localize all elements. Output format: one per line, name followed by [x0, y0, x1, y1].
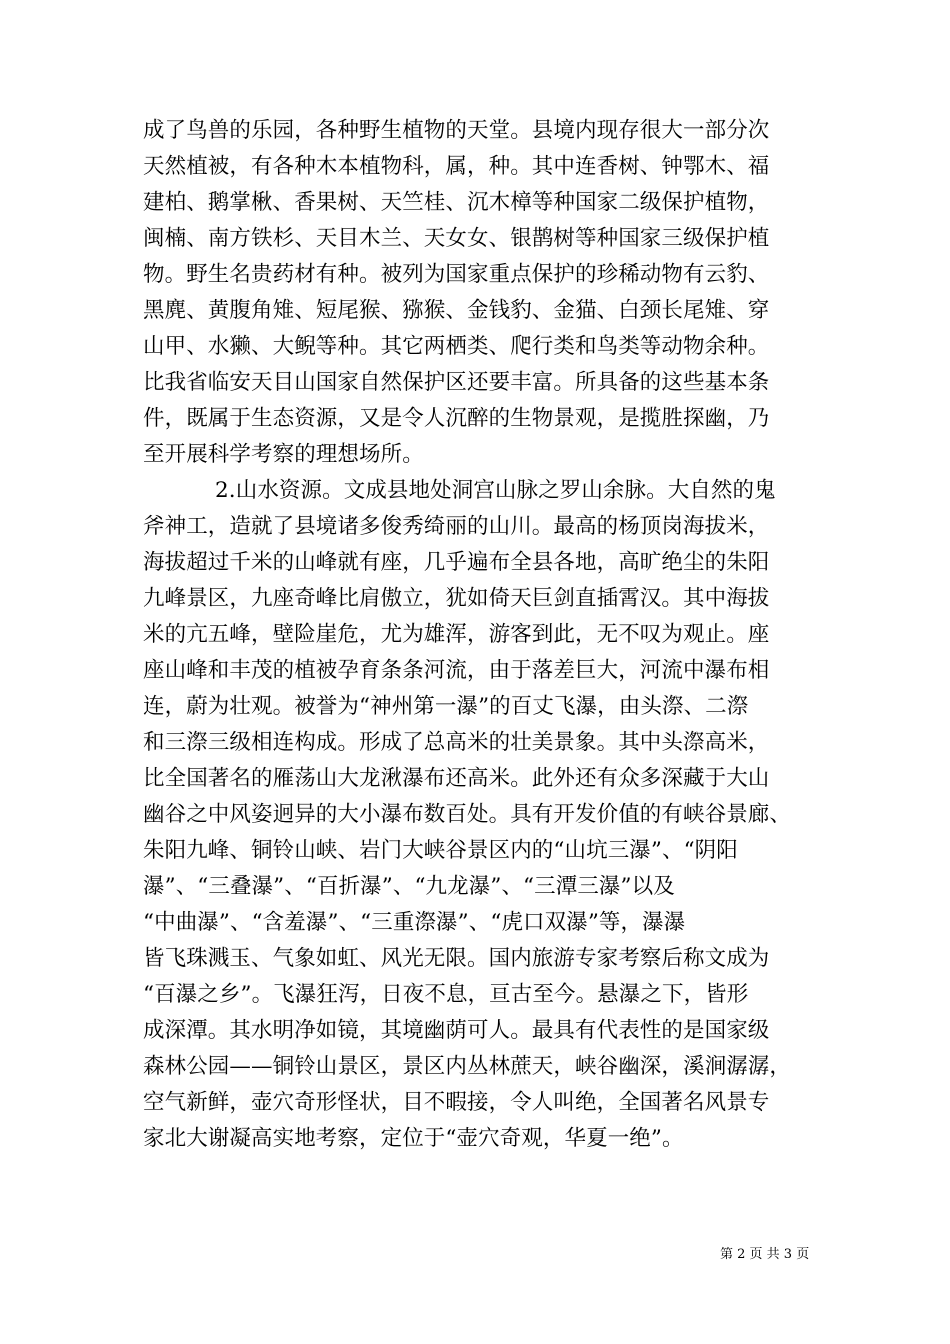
text-line: 物。野生名贵药材有种。被列为国家重点保护的珍稀动物有云豹、: [143, 262, 770, 287]
text-line: 幽谷之中风姿迥异的大小瀑布数百处。具有开发价值的有峡谷景廊、: [143, 802, 792, 827]
text-line: 件，既属于生态资源，又是令人沉醉的生物景观，是揽胜探幽，乃: [143, 406, 770, 431]
text-line: 闽楠、南方铁杉、天目木兰、天女女、银鹊树等种国家三级保护植: [143, 226, 770, 251]
text-line: 瀑”、“三叠瀑”、“百折瀑”、“九龙瀑”、“三潭三瀑”以及: [143, 874, 675, 899]
text-line: 皆飞珠溅玉、气象如虹、风光无限。国内旅游专家考察后称文成为: [143, 946, 770, 971]
text-line: 天然植被，有各种木本植物科，属，种。其中连香树、钟鄂木、福: [143, 154, 770, 179]
text-line: 家北大谢凝高实地考察，定位于“壶穴奇观，华夏一绝”。: [143, 1126, 684, 1151]
text-line: “中曲瀑”、“含羞瀑”、“三重漈瀑”、“虎口双瀑”等，瀑瀑: [143, 910, 686, 935]
text-line: 至开展科学考察的理想场所。: [143, 442, 424, 467]
text-line: 九峰景区，九座奇峰比肩傲立，犹如倚天巨剑直插霄汉。其中海拔: [143, 586, 770, 611]
body-text: [143, 113, 821, 1157]
text-line: 建柏、鹅掌楸、香果树、天竺桂、沉木樟等种国家二级保护植物，: [143, 190, 770, 215]
text-line: 座山峰和丰茂的植被孕育条条河流，由于落差巨大，河流中瀑布相: [143, 658, 770, 683]
text-line: 海拔超过千米的山峰就有座，几乎遍布全县各地，高旷绝尘的朱阳: [143, 550, 770, 575]
text-line: 连，蔚为壮观。被誉为“神州第一瀑”的百丈飞瀑，由头漈、二漈: [143, 694, 749, 719]
text-line: 成深潭。其水明净如镜，其境幽荫可人。最具有代表性的是国家级: [143, 1018, 770, 1043]
text-line: 米的亢五峰，壁险崖危，尤为雄浑，游客到此，无不叹为观止。座: [143, 622, 770, 647]
text-line: 空气新鲜，壶穴奇形怪状，目不暇接，令人叫绝，全国著名风景专: [143, 1090, 770, 1115]
text-line: “百瀑之乡”。飞瀑狂泻，日夜不息，亘古至今。悬瀑之下，皆形: [143, 982, 749, 1007]
text-line: 朱阳九峰、铜铃山峡、岩门大峡谷景区内的“山坑三瀑”、“阴阳: [143, 838, 738, 863]
text-line: 比我省临安天目山国家自然保护区还要丰富。所具备的这些基本条: [143, 370, 770, 395]
text-line: 黑麂、黄腹角雉、短尾猴、猕猴、金钱豹、金猫、白颈长尾雉、穿: [143, 298, 770, 323]
text-line: 和三漈三级相连构成。形成了总高米的壮美景象。其中头漈高米，: [143, 730, 770, 755]
text-line: 斧神工，造就了县境诸多俊秀绮丽的山川。最高的杨顶岗海拔米，: [143, 514, 770, 539]
text-line: 比全国著名的雁荡山大龙湫瀑布还高米。此外还有众多深藏于大山: [143, 766, 770, 791]
text-line: 成了鸟兽的乐园，各种野生植物的天堂。县境内现存很大一部分次: [143, 118, 770, 143]
page-number-footer: 第 2 页 共 3 页: [720, 1247, 810, 1262]
paragraph-start-line: 2.山水资源。文成县地处洞宫山脉之罗山余脉。大自然的鬼: [215, 478, 776, 503]
text-line: 山甲、水獭、大鲵等种。其它两栖类、爬行类和鸟类等动物余种。: [143, 334, 770, 359]
text-line: 森林公园——铜铃山景区，景区内丛林蔗天，峡谷幽深，溪涧潺潺，: [143, 1054, 792, 1079]
